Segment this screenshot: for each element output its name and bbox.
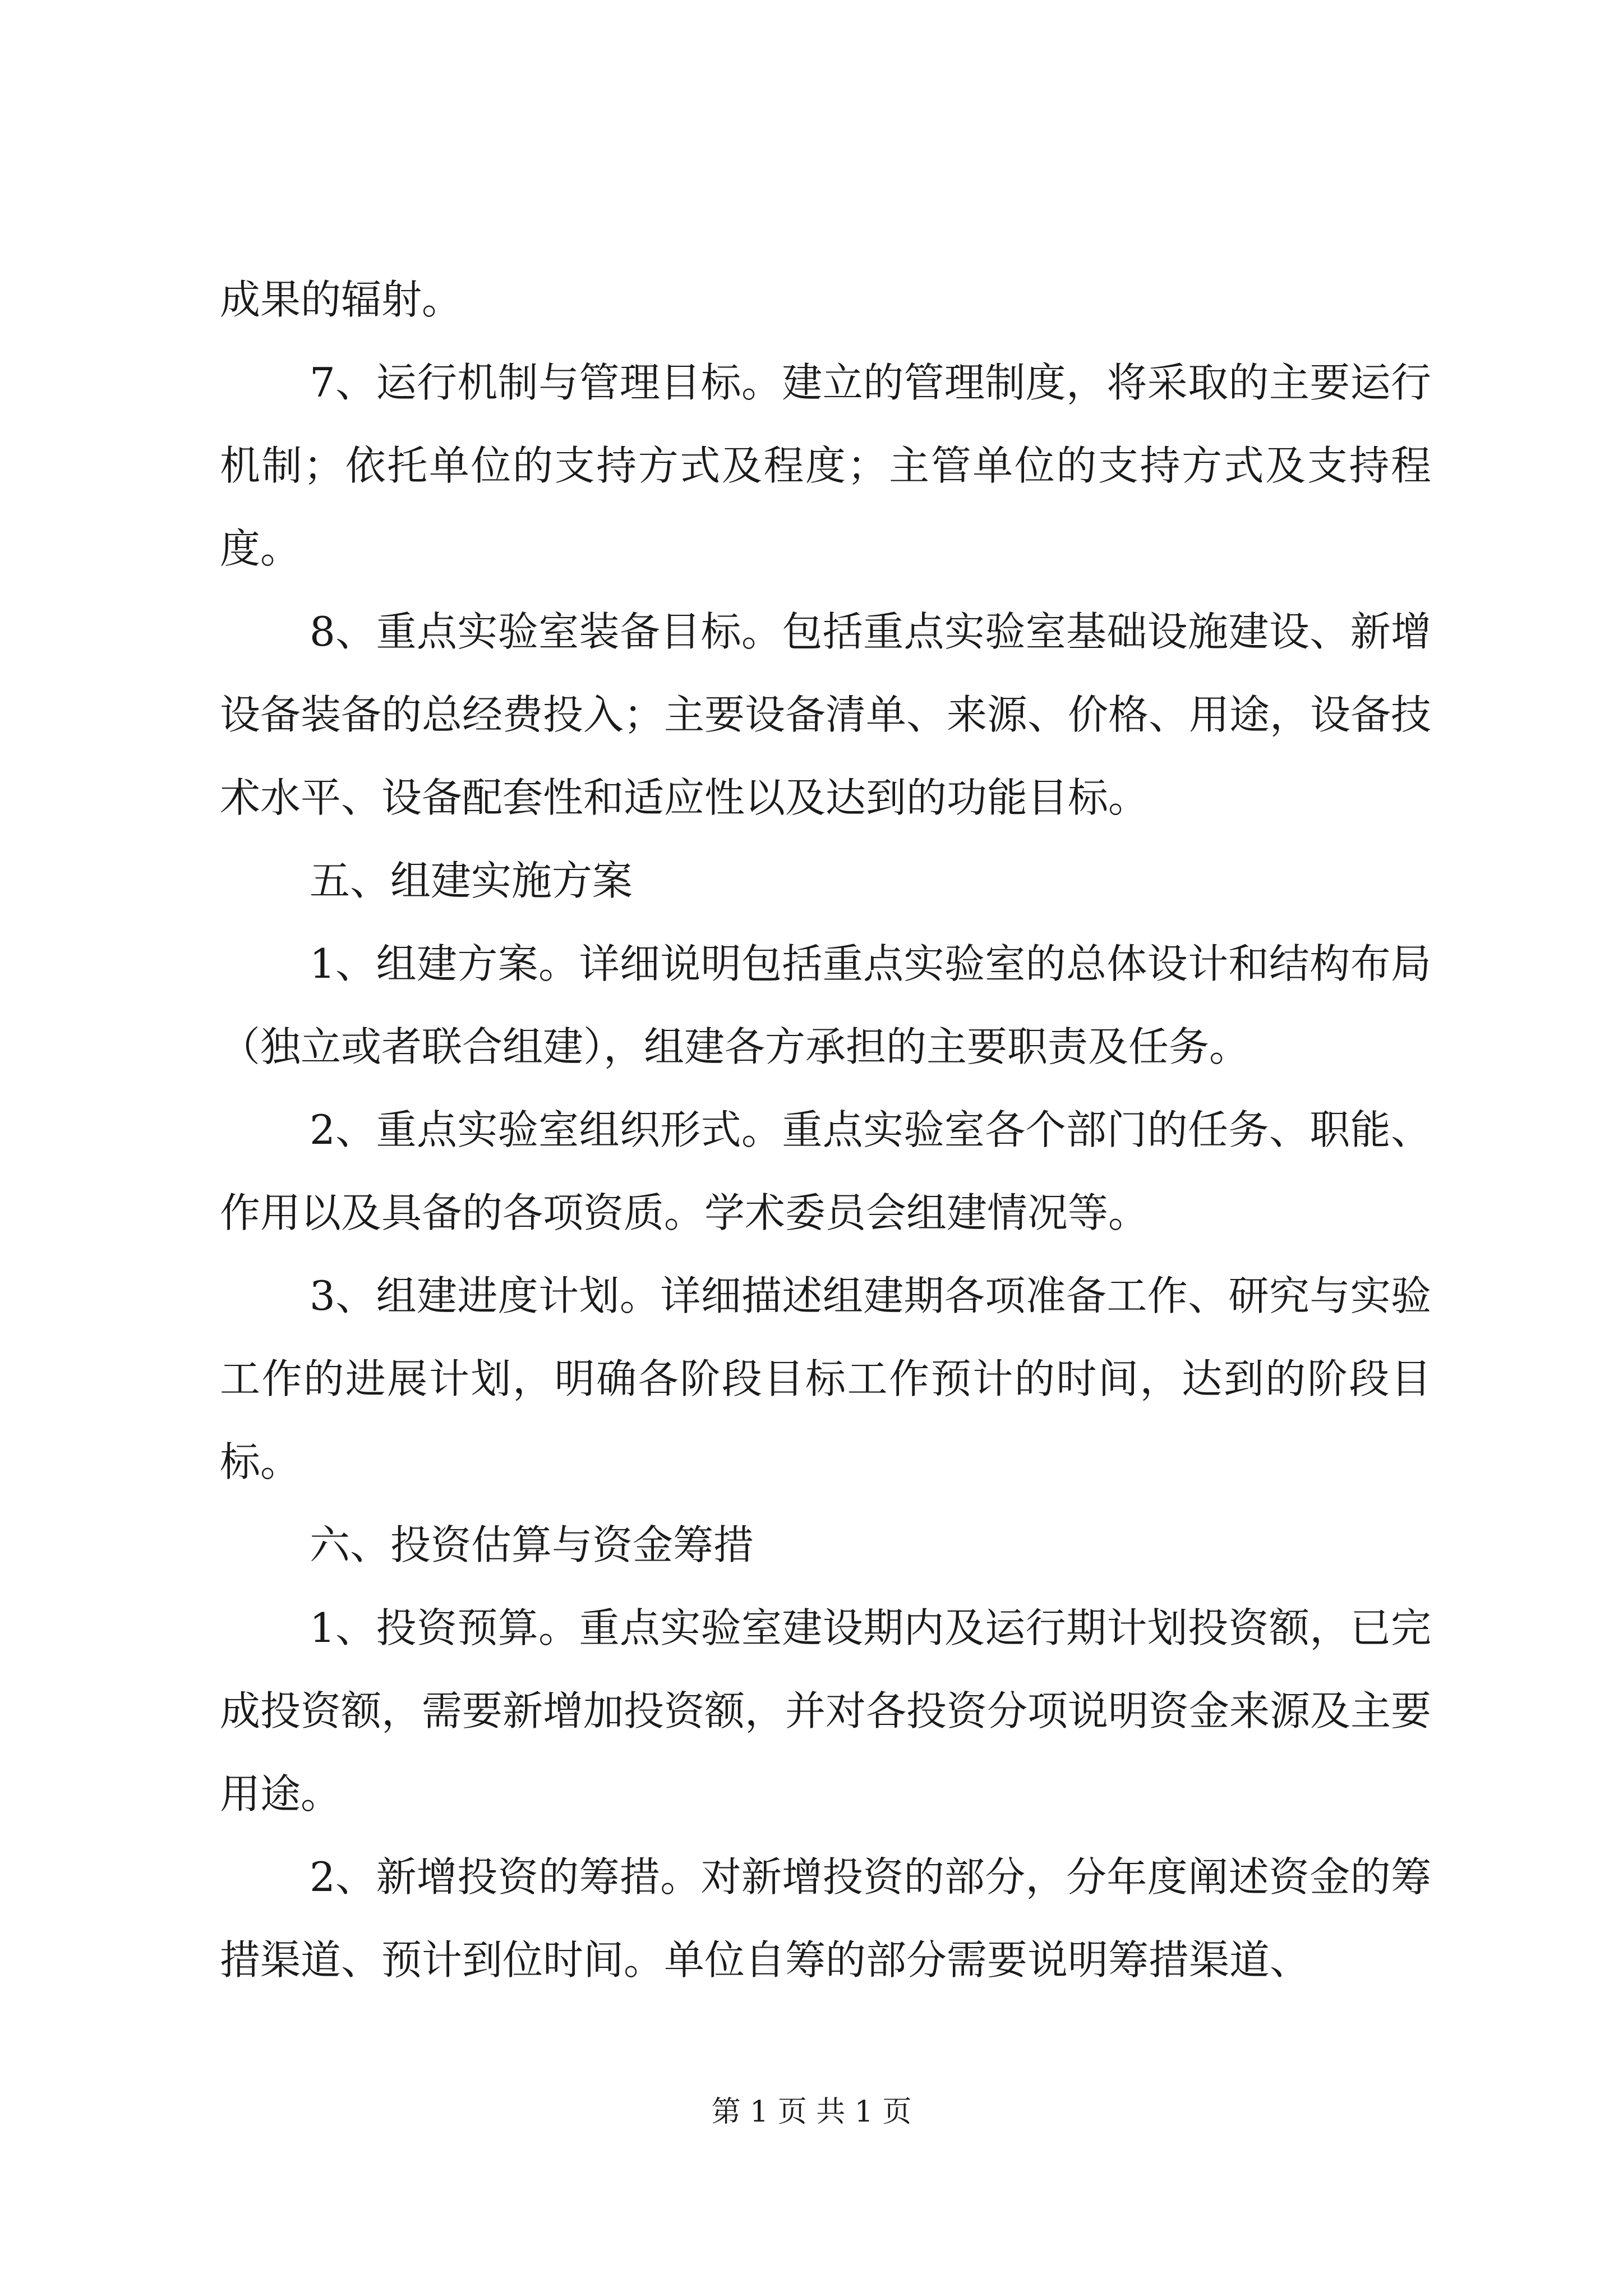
paragraph-5: 2、重点实验室组织形式。重点实验室各个部门的任务、职能、作用以及具备的各项资质。学术委员会组建情况等。 <box>220 1106 1431 1236</box>
document-body <box>220 258 1431 2001</box>
paragraph-1: 成果的辐射。 <box>220 276 463 323</box>
paragraph-4: 1、组建方案。详细说明包括重点实验室的总体设计和结构布局（独立或者联合组建），组建各方承担的主要职责及任务。 <box>220 940 1431 1070</box>
section-heading-6: 六、投资估算与资金筹措 <box>310 1521 754 1568</box>
paragraph-3: 8、重点实验室装备目标。包括重点实验室基础设施建设、新增设备装备的总经费投入；主要设备清单、来源、价格、用途，设备技术水平、设备配套性和适应性以及达到的功能目标。 <box>220 608 1432 821</box>
page-footer: 第 1 页 共 1 页 <box>711 2095 912 2129</box>
section-heading-5: 五、组建实施方案 <box>310 857 633 904</box>
paragraph-8: 2、新增投资的筹措。对新增投资的部分，分年度阐述资金的筹措渠道、预计到位时间。单位自筹的部分需要说明筹措渠道、 <box>220 1853 1431 1984</box>
paragraph-6: 3、组建进度计划。详细描述组建期各项准备工作、研究与实验工作的进展计划，明确各阶段目标工作预计的时间，达到的阶段目标。 <box>220 1272 1431 1485</box>
paragraph-7: 1、投资预算。重点实验室建设期内及运行期计划投资额，已完成投资额，需要新增加投资额，并对各投资分项说明资金来源及主要用途。 <box>220 1604 1432 1818</box>
paragraph-2: 7、运行机制与管理目标。建立的管理制度，将采取的主要运行机制；依托单位的支持方式及程度；主管单位的支持方式及支持程度。 <box>220 359 1431 572</box>
